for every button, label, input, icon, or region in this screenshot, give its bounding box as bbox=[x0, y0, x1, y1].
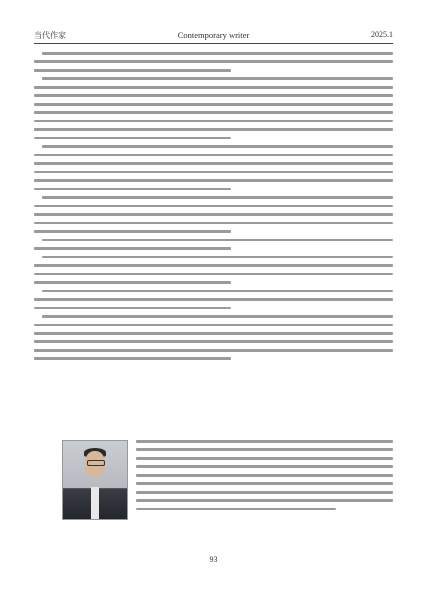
author-shirt bbox=[91, 487, 99, 519]
text-line bbox=[34, 137, 231, 140]
bio-text-line bbox=[136, 508, 336, 511]
text-line bbox=[42, 145, 393, 148]
page-number: 93 bbox=[209, 555, 218, 564]
text-line bbox=[34, 307, 231, 310]
text-line bbox=[42, 256, 393, 259]
text-line bbox=[34, 281, 231, 284]
text-line bbox=[34, 179, 393, 182]
issue-number: 2025.1 bbox=[371, 30, 393, 39]
body-paragraph bbox=[34, 77, 393, 139]
text-line bbox=[34, 154, 393, 157]
text-line bbox=[42, 77, 393, 80]
bio-text-line bbox=[136, 440, 393, 443]
author-glasses bbox=[87, 460, 105, 466]
text-line bbox=[34, 120, 393, 123]
text-line bbox=[34, 86, 393, 89]
bio-text-line bbox=[136, 491, 393, 494]
body-paragraph bbox=[34, 196, 393, 233]
article-body-text bbox=[34, 52, 393, 366]
author-bio bbox=[136, 440, 393, 516]
body-paragraph bbox=[34, 52, 393, 72]
text-line bbox=[34, 213, 393, 216]
text-line bbox=[42, 239, 393, 242]
text-line bbox=[34, 298, 393, 301]
text-line bbox=[34, 188, 231, 191]
bio-text-line bbox=[136, 499, 393, 502]
text-line bbox=[34, 357, 231, 360]
text-line bbox=[34, 230, 231, 233]
magazine-name: 当代作家 bbox=[34, 31, 66, 40]
text-line bbox=[34, 349, 393, 352]
text-line bbox=[34, 128, 393, 131]
bio-text-line bbox=[136, 465, 393, 468]
text-line bbox=[34, 247, 231, 250]
text-line bbox=[34, 111, 393, 114]
bio-text-line bbox=[136, 448, 393, 451]
text-line bbox=[34, 94, 393, 97]
bio-text-line bbox=[136, 474, 393, 477]
text-line bbox=[34, 69, 231, 72]
text-line bbox=[34, 340, 393, 343]
text-line bbox=[34, 273, 393, 276]
text-line bbox=[34, 171, 393, 174]
running-header bbox=[34, 30, 393, 42]
text-line bbox=[42, 315, 393, 318]
text-line bbox=[34, 103, 393, 106]
text-line bbox=[42, 196, 393, 199]
bio-text-line bbox=[136, 457, 393, 460]
header-rule bbox=[34, 43, 393, 44]
text-line bbox=[34, 222, 393, 225]
text-line bbox=[34, 324, 393, 327]
magazine-english-name: Contemporary writer bbox=[177, 30, 250, 40]
text-line bbox=[34, 162, 393, 165]
body-paragraph bbox=[34, 290, 393, 310]
body-paragraph bbox=[34, 145, 393, 190]
author-photo bbox=[62, 440, 128, 520]
text-line bbox=[34, 60, 393, 63]
bio-text-line bbox=[136, 482, 393, 485]
text-line bbox=[34, 205, 393, 208]
text-line bbox=[42, 290, 393, 293]
body-paragraph bbox=[34, 256, 393, 284]
text-line bbox=[34, 264, 393, 267]
body-paragraph bbox=[34, 239, 393, 250]
text-line bbox=[42, 52, 393, 55]
body-paragraph bbox=[34, 315, 393, 360]
text-line bbox=[34, 332, 393, 335]
